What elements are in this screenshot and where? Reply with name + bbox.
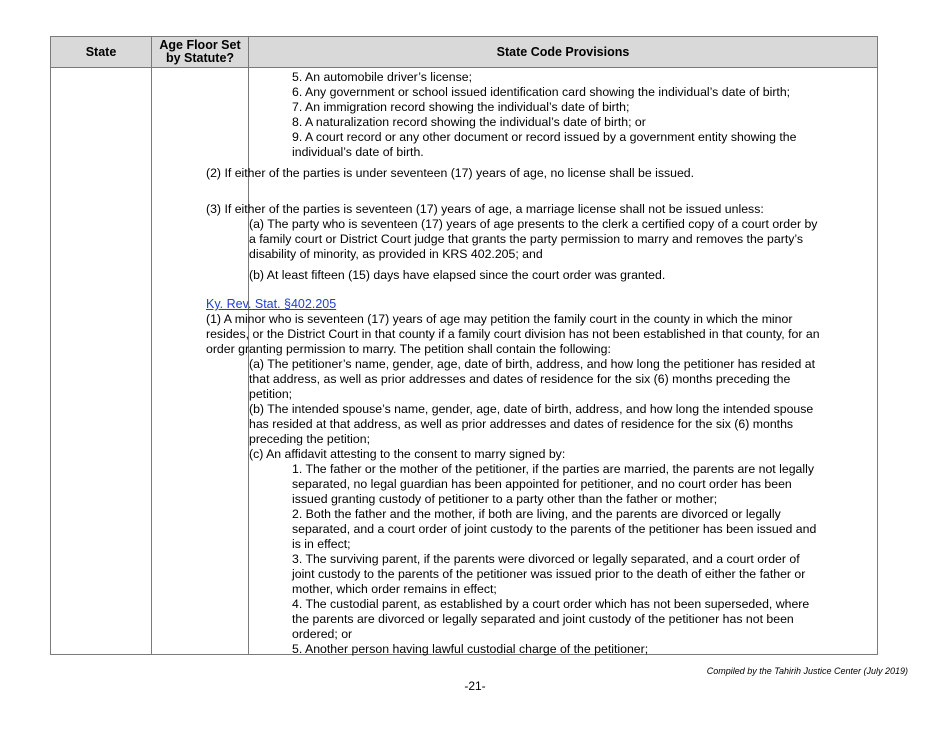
section-1c: (c) An affidavit attesting to the consent to marry signed by: bbox=[249, 447, 566, 461]
paragraph-3b: (b) At least fifteen (15) days have elapsed since the court order was granted. bbox=[249, 268, 666, 282]
id-document-list bbox=[206, 70, 822, 160]
consent-signer-list bbox=[206, 462, 822, 657]
paragraph-3: (3) If either of the parties is seventeen (17) years of age, a marriage license shall not be issued unless: bbox=[206, 202, 764, 216]
list-item: 5. An automobile driver’s license; bbox=[292, 70, 472, 84]
column-divider bbox=[151, 37, 152, 654]
list-item: 9. A court record or any other document or record issued by a government entity showing the individual’s date of birth. bbox=[292, 130, 797, 159]
list-item: 2. Both the father and the mother, if both are living, and the parents are divorced or legally separated, and a court order of joint custody to the parents of the petitioner has been issued and is in effect; bbox=[292, 507, 817, 551]
paragraph-2: (2) If either of the parties is under seventeen (17) years of age, no license shall be issued. bbox=[206, 166, 695, 180]
section-1: (1) A minor who is seventeen (17) years of age may petition the family court in the county in which the minor resides, or the District Court in that county if a family court division has not been established in that county, for an order granting permission to marry. The petition shall contain the following: bbox=[206, 312, 820, 356]
provisions-cell bbox=[206, 70, 822, 657]
statute-link[interactable]: Ky. Rev. Stat. §402.205 bbox=[206, 297, 337, 311]
header-age-floor: Age Floor Set by Statute? bbox=[159, 38, 241, 65]
list-item: 7. An immigration record showing the individual’s date of birth; bbox=[292, 100, 630, 114]
list-item: 6. Any government or school issued identification card showing the individual’s date of birth; bbox=[292, 85, 791, 99]
list-item: 1. The father or the mother of the petitioner, if the parties are married, the parents are not legally separated, no legal guardian has been appointed for petitioner, and no court order has been issued granting custody of petitioner to a party other than the father or mother; bbox=[292, 462, 814, 506]
compiled-by-note: Compiled by the Tahirih Justice Center (July 2019) bbox=[706, 666, 908, 676]
table-header-row bbox=[51, 37, 877, 68]
list-item: 8. A naturalization record showing the individual’s date of birth; or bbox=[292, 115, 646, 129]
list-item: 3. The surviving parent, if the parents were divorced or legally separated, and a court order of joint custody to the parents of the petitioner was issued prior to the death of either the father or mother, which order remains in effect; bbox=[292, 552, 806, 596]
section-1a: (a) The petitioner’s name, gender, age, date of birth, address, and how long the petitioner has resided at that address, as well as prior addresses and dates of residence for the six (6) months preceding the petition; bbox=[249, 357, 816, 401]
header-provisions: State Code Provisions bbox=[496, 44, 630, 59]
section-1b: (b) The intended spouse’s name, gender, age, date of birth, address, and how long the intended spouse has resided at that address, as well as prior addresses and dates of residence for the six (6) months preceding the petition; bbox=[249, 402, 814, 446]
paragraph-3a: (a) The party who is seventeen (17) years of age presents to the clerk a certified copy of a court order by a family court or District Court judge that grants the party permission to marry and removes the party’s disability of minority, as provided in KRS 402.205; and bbox=[249, 217, 818, 261]
list-item: 5. Another person having lawful custodial charge of the petitioner; bbox=[292, 642, 649, 656]
list-item: 4. The custodial parent, as established by a court order which has not been superseded, where the parents are divorced or legally separated and joint custody of the petitioner has not been ordered; or bbox=[292, 597, 810, 641]
header-state: State bbox=[85, 44, 117, 59]
page-number: -21- bbox=[464, 679, 486, 693]
